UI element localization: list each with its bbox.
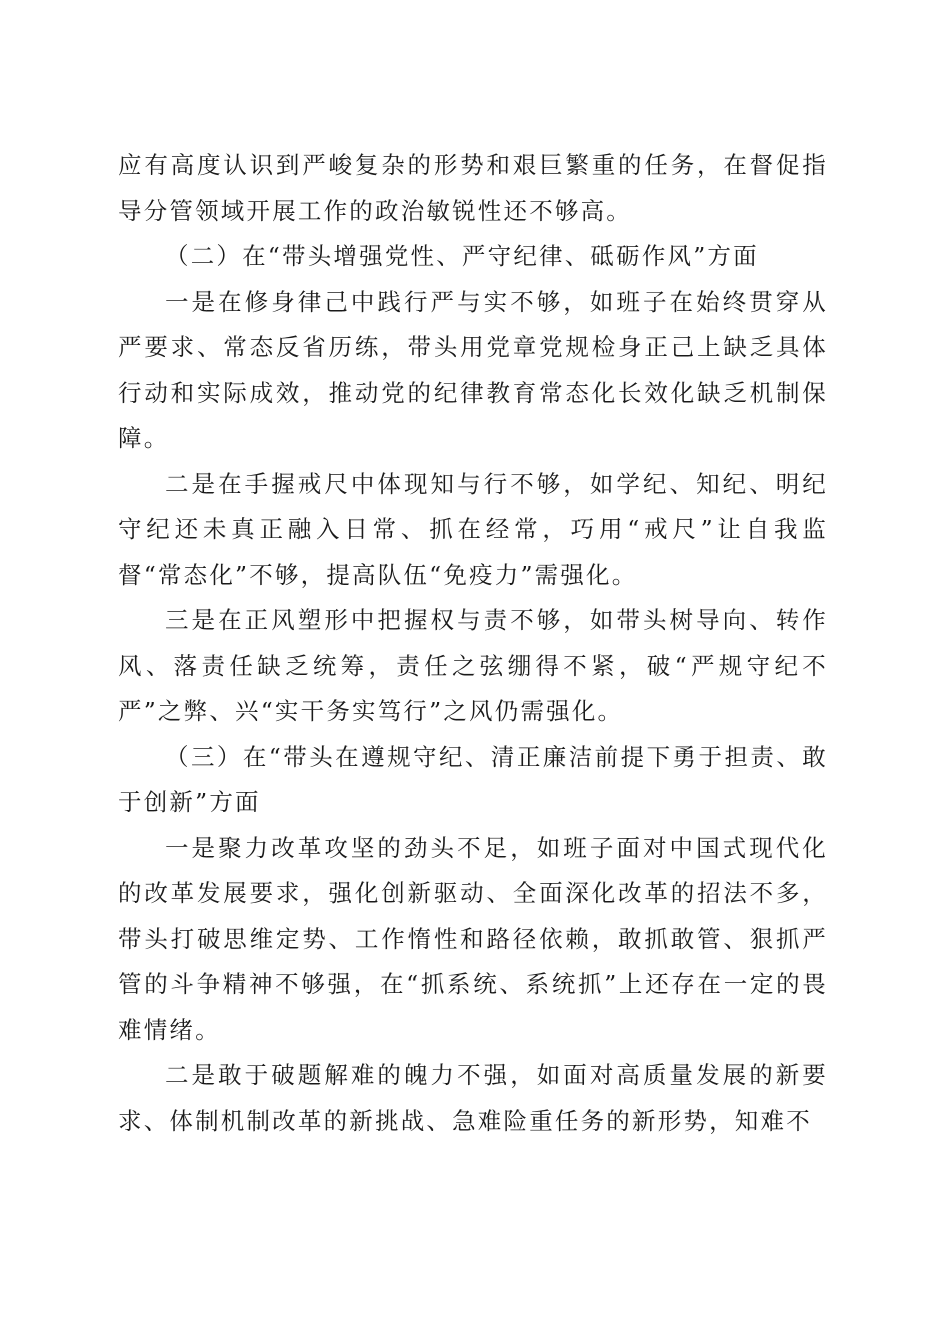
paragraph-item: 二是在手握戒尺中体现知与行不够，如学纪、知纪、明纪守纪还未真正融入日常、抓在经常，巧用“戒尺”让自我监督“常态化”不够，提高队伍“免疫力”需强化。 xyxy=(118,469,828,589)
section-heading-two: （二）在“带头增强党性、严守纪律、砥砺作风”方面 xyxy=(165,242,759,270)
document-page xyxy=(118,143,828,1144)
paragraph-item: 三是在正风塑形中把握权与责不够，如带头树导向、转作风、落责任缺乏统筹，责任之弦绷得不紧，破“严规守纪不严”之弊、兴“实干务实笃行”之风仍需强化。 xyxy=(118,606,828,725)
section-heading-three: （三）在“带头在遵规守纪、清正廉洁前提下勇于担责、敢于创新”方面 xyxy=(118,742,828,816)
paragraph-continuation: 应有高度认识到严峻复杂的形势和艰巨繁重的任务，在督促指导分管领域开展工作的政治敏锐性还不够高。 xyxy=(118,151,828,225)
paragraph-item: 一是聚力改革攻坚的劲头不足，如班子面对中国式现代化的改革发展要求，强化创新驱动、全面深化改革的招法不多，带头打破思维定势、工作惰性和路径依赖，敢抓敢管、狠抓严管的斗争精神不够强，在“抓系统、系统抓”上还存在一定的畏难情绪。 xyxy=(118,833,828,1044)
paragraph-item: 二是敢于破题解难的魄力不强，如面对高质量发展的新要求、体制机制改革的新挑战、急难险重任务的新形势，知难不 xyxy=(118,1061,828,1135)
paragraph-item: 一是在修身律己中践行严与实不够，如班子在始终贯穿从严要求、常态反省历练，带头用党章党规检身正己上缺乏具体行动和实际成效，推动党的纪律教育常态化长效化缺乏机制保障。 xyxy=(118,287,828,452)
